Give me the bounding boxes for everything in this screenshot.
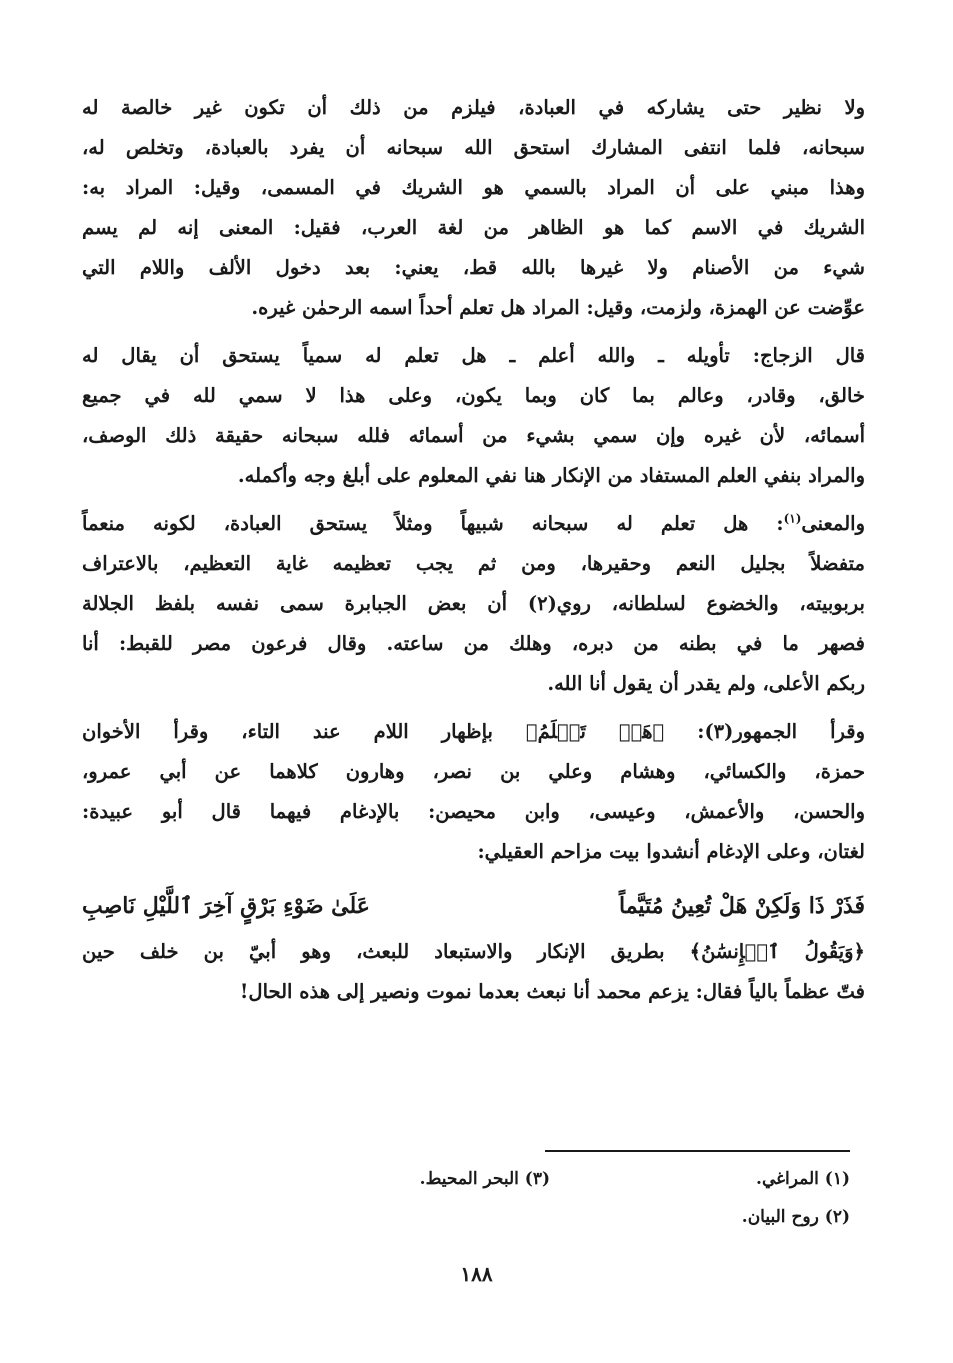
page-body	[82, 88, 865, 1012]
text-line: وهذا مبني على أن المراد بالسمي هو الشريك في المسمى، وقيل: المراد به:	[82, 176, 865, 199]
text-line: أسمائه، لأن غيره وإن سمي بشيء من أسمائه فلله سبحانه حقيقة ذلك الوصف،	[82, 424, 865, 447]
paragraph-4	[82, 712, 865, 872]
text-line: قال الزجاج: تأويله ـ والله أعلم ـ هل تعلم له سمياً يستحق أن يقال له	[82, 344, 865, 367]
footnote-row	[250, 1198, 850, 1236]
paragraph-3	[82, 504, 865, 704]
page-number: ١٨٨	[460, 1262, 493, 1286]
paragraph-1	[82, 88, 865, 328]
lead-word: والمعنى	[801, 512, 865, 535]
text-line: والحسن، والأعمش، وعيسى، وابن محيصن: بالإدغام فيهما قال أبو عبيدة:	[82, 800, 865, 823]
text-line: فتّ عظماً بالياً فقال: يزعم محمد أنا نبعث بعدما نموت ونصير إلى هذه الحال!	[239, 980, 865, 1003]
footnote-1: (١) المراغي.	[756, 1169, 850, 1189]
text-line: حمزة، والكسائي، وهشام وعلي بن نصر، وهارون كلاهما عن أبي عمرو،	[82, 760, 865, 783]
text-line: متفضلاً بجليل النعم وحقيرها، ومن ثم يجب تعظيمه غاية التعظيم، بالاعتراف	[82, 552, 865, 575]
text-line: فصهر ما في بطنه من دبره، وهلك من ساعته. وقال فرعون مصر للقبط: أنا	[82, 632, 865, 655]
text-line: ﴿وَيَقُولُ ٱلۡإِنسَٰنُ﴾ بطريق الإنكار والاستبعاد للبعث، وهو أبيّ بن خلف حين	[82, 940, 865, 963]
text-line: خالق، وقادر، وعالم بما كان وبما يكون، وعلى هذا لا سمي لله في جميع	[82, 384, 865, 407]
paragraph-2	[82, 336, 865, 496]
text-line-with-lead	[82, 504, 865, 544]
text-line: ولا نظير حتى يشاركه في العبادة، فيلزم من ذلك أن تكون غير خالصة له	[82, 96, 865, 119]
text-line: الشريك في الاسم كما هو الظاهر من لغة العرب، فقيل: المعنى إنه لم يسم	[82, 216, 865, 239]
footnotes	[250, 1160, 850, 1236]
footnote-row	[250, 1160, 850, 1198]
footnote-marker: (١)	[783, 511, 802, 526]
footnote-3: (٣) البحر المحيط.	[419, 1169, 550, 1189]
text-line: سبحانه، فلما انتفى المشارك استحق الله سبحانه أن يفرد بالعبادة، وتخلص له،	[82, 136, 865, 159]
text-line: شيء من الأصنام ولا غيرها بالله قط، يعني: بعد دخول الألف واللام التي	[82, 256, 865, 279]
text-line: لغتان، وعلى الإدغام أنشدوا بيت مزاحم العقيلي:	[477, 840, 865, 863]
text-line: بربوبيته، والخضوع لسلطانه، روي(٢) أن بعض الجبابرة سمى نفسه بلفظ الجلالة	[82, 592, 865, 615]
poem-first-hemistich: فَذَرْ ذَا وَلَكِنْ هَلْ تُعِينُ مُتَيَّماً	[619, 893, 865, 919]
poem-second-hemistich: عَلَىٰ ضَوْءِ بَرْقٍ آخِرَ ٱللَّيْلِ نَاصِبِ	[82, 893, 370, 919]
text-line: وقرأ الجمهور(٣): ﴿هَلۡ تَعۡلَمُ﴾ بإظهار اللام عند التاء، وقرأ الأخوان	[82, 720, 865, 743]
text-line: ربكم الأعلى، ولم يقدر أن يقول أنا الله.	[547, 672, 865, 695]
text-line: عوِّضت عن الهمزة، ولزمت، وقيل: المراد هل تعلم أحداً اسمه الرحمٰن غيره.	[251, 296, 865, 319]
text-fragment: : هل تعلم له سبحانه شبيهاً ومثلاً يستحق العبادة، لكونه منعماً	[82, 512, 784, 535]
text-line: والمراد بنفي العلم المستفاد من الإنكار هنا نفي المعلوم على أبلغ وجه وأكمله.	[237, 464, 865, 487]
footnote-2: (٢) روح البيان.	[741, 1207, 850, 1227]
paragraph-closing	[82, 932, 865, 1012]
footnote-divider	[545, 1150, 850, 1152]
poem-verse	[82, 884, 865, 928]
